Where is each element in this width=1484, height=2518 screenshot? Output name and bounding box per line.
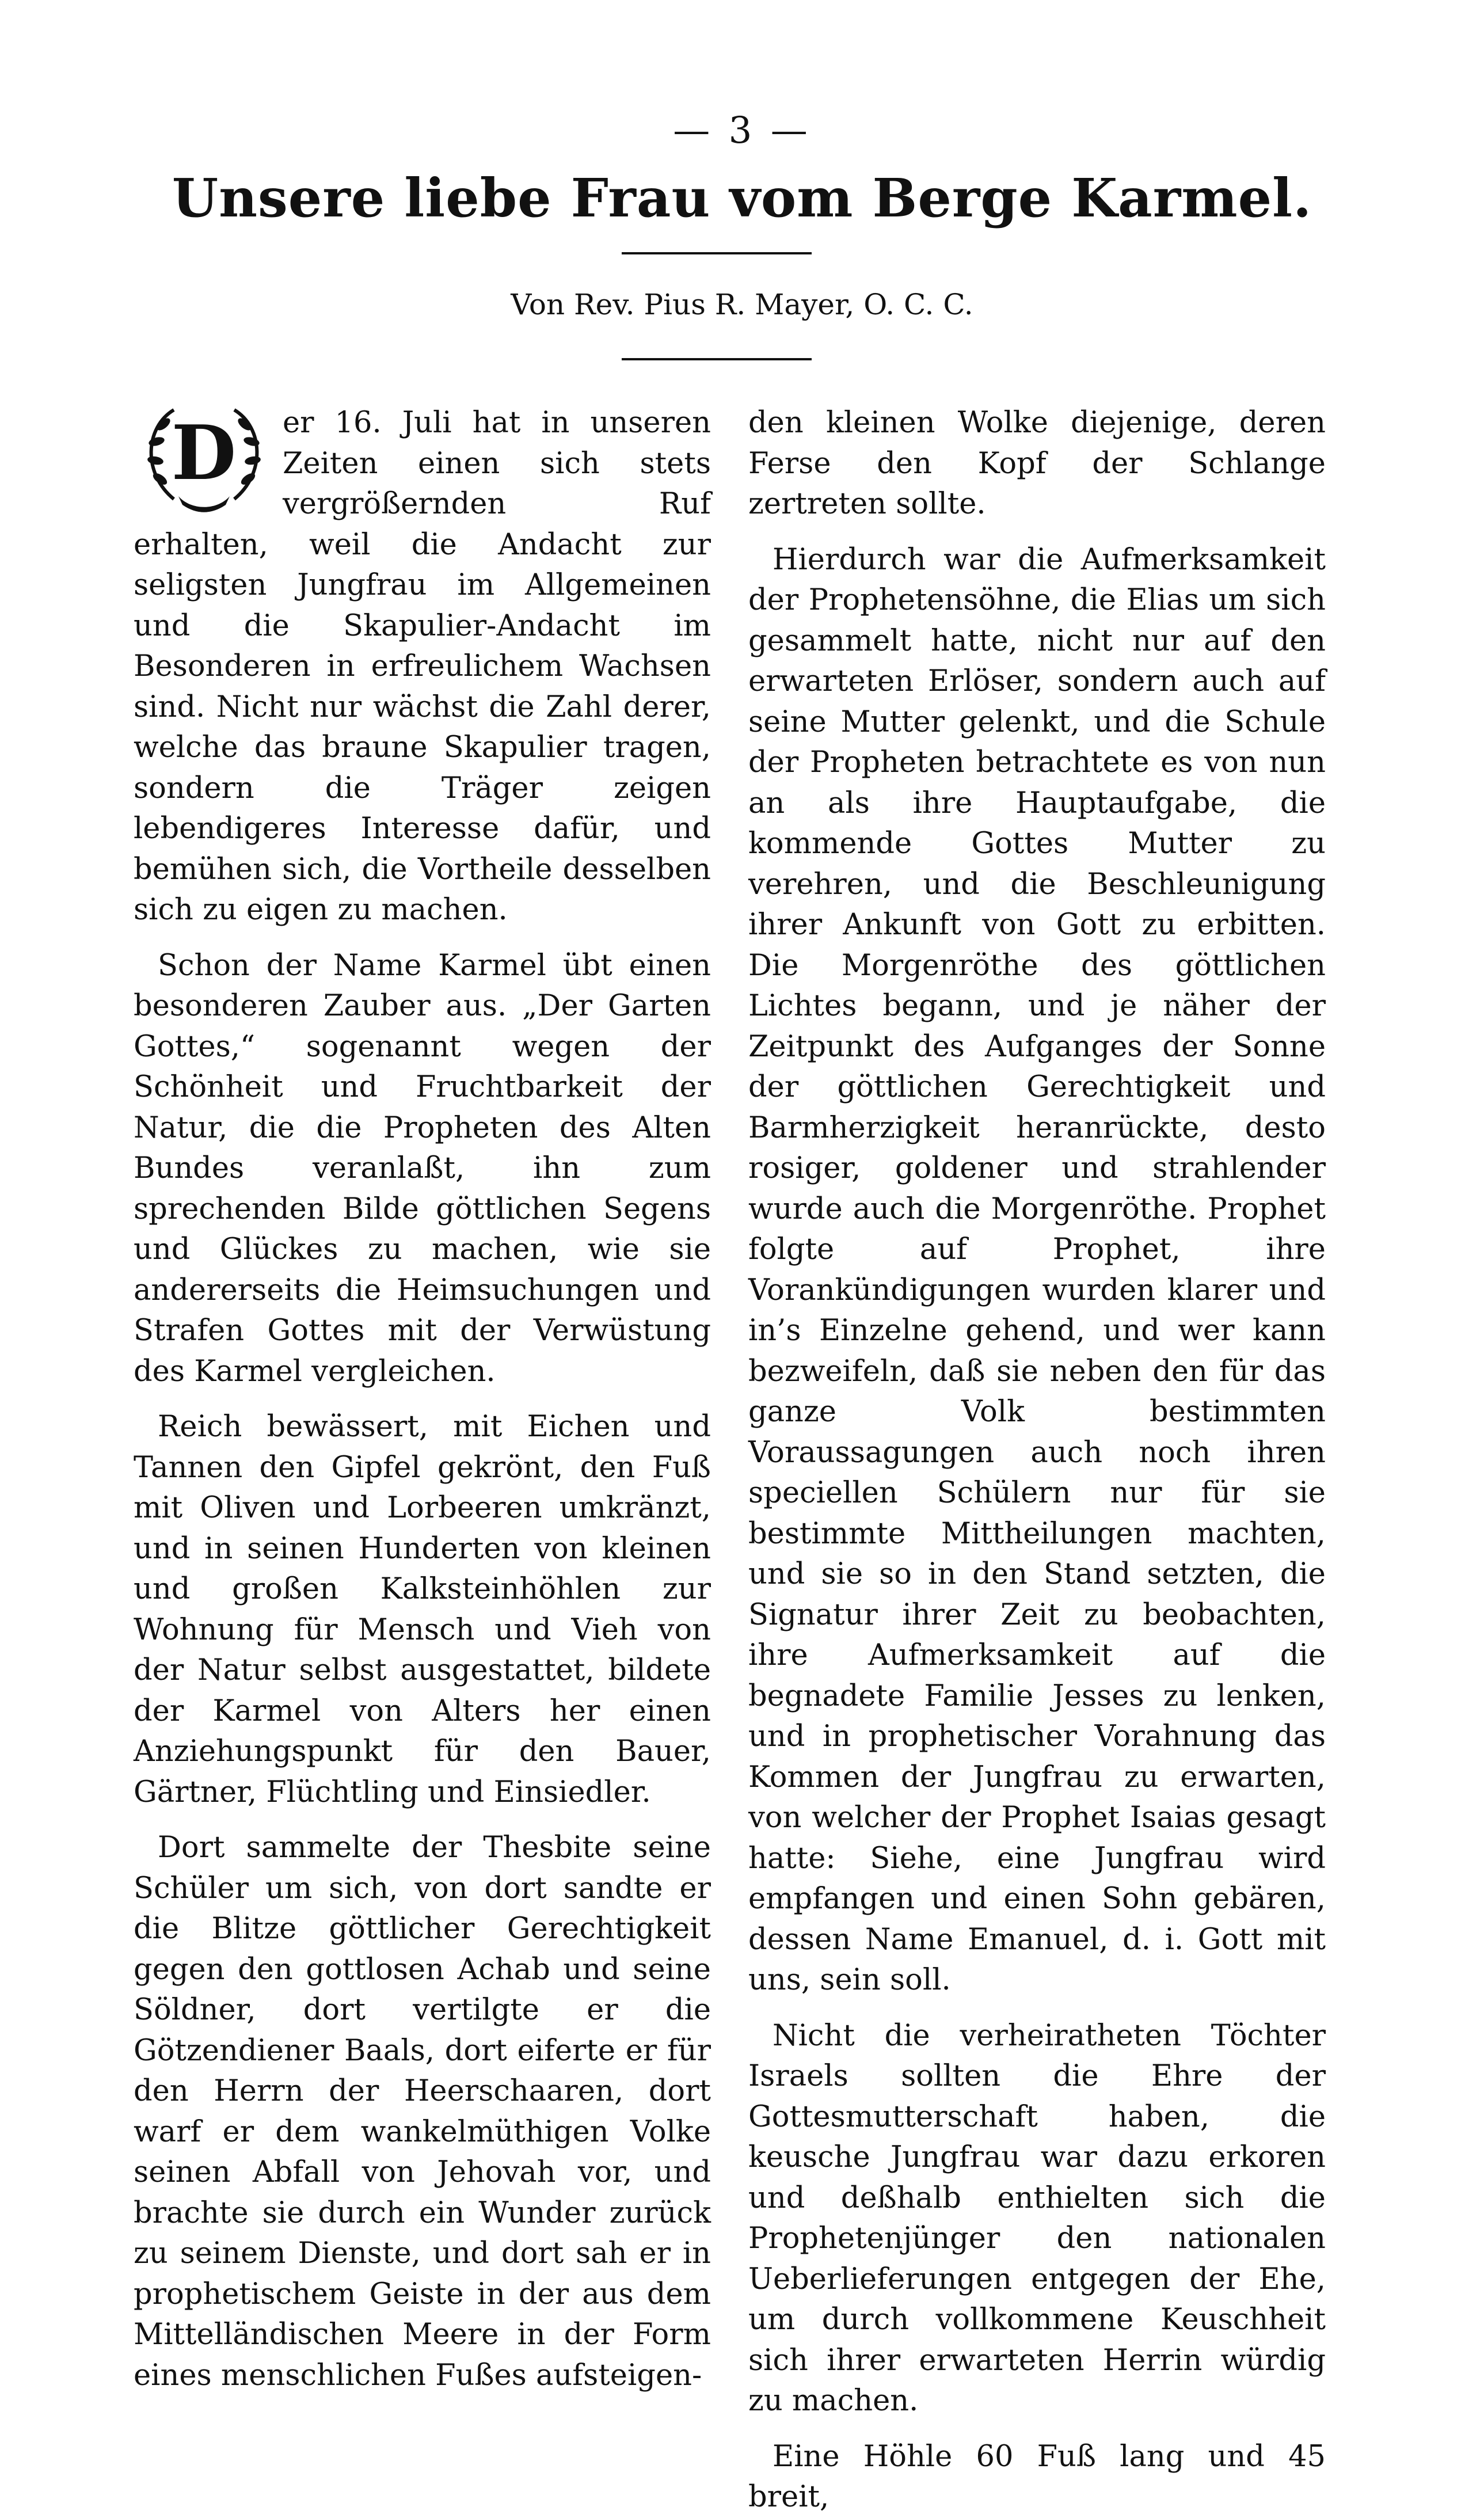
- title-divider: [622, 252, 812, 254]
- paragraph: Dort sammelte der Thesbite seine Schüler um sich, von dort sandte er die Blitze göttlicher Gerechtigkeit gegen den gottlosen Achab und seine Söldner, dort vertilgte er die Götzendiener Baals, dort eiferte er für den Herrn der Heerschaaren, dort warf er dem wankelmüthigen Volke seinen Abfall von Jehovah vor, und brachte sie durch ein Wunder zurück zu seinem Dienste, und dort sah er in prophetischem Geiste in der aus dem Mittelländischen Meere in der Form eines menschlichen Fußes aufsteigen-: [134, 1831, 711, 2393]
- paragraph: den kleinen Wolke diejenige, deren Ferse den Kopf der Schlange zertreten sollte.: [748, 406, 1326, 521]
- article-title: Unsere liebe Frau vom Berge Karmel.: [172, 167, 1312, 229]
- paragraph-text: er 16. Juli hat in unseren Zeiten einen sich stets vergrößernden Ruf erhalten, weil die Andacht zur seligsten Jungfrau im Allgemeinen und die Skapulier-Andacht im Besonderen in erfreulichem Wachsen sind. Nicht nur wächst die Zahl derer, welche das braune Skapulier tragen, sondern die Träger zeigen lebendigeres Interesse dafür, und bemühen sich, die Vortheile desselben sich zu eigen zu machen.: [134, 406, 711, 927]
- paragraph: Nicht die verheiratheten Töchter Israels sollten die Ehre der Gottesmutterschaft haben, die keusche Jungfrau war dazu erkoren und deßhalb enthielten sich die Prophetenjünger den nationalen Ueberlieferungen entgegen der Ehe, um durch vollkommene Keuschheit sich ihrer erwarteten Herrin würdig zu machen.: [748, 2018, 1326, 2418]
- svg-text:D: D: [171, 409, 237, 497]
- byline-divider: [622, 358, 812, 360]
- paragraph: Reich bewässert, mit Eichen und Tannen den Gipfel gekrönt, den Fuß mit Oliven und Lorbeeren umkränzt, und in seinen Hunderten von kleinen und großen Kalksteinhöhlen zur Wohnung für Mensch und Vieh von der Natur selbst ausgestattet, bildete der Karmel von Alters her einen Anziehungspunkt für den Bauer, Gärtner, Flüchtling und Einsiedler.: [134, 1410, 711, 1809]
- right-column: [748, 403, 1326, 2518]
- ornamental-drop-cap: [134, 393, 275, 516]
- left-column: [134, 403, 711, 2396]
- paragraph: Hierdurch war die Aufmerksamkeit der Prophetensöhne, die Elias um sich gesammelt hatte, nicht nur auf den erwarteten Erlöser, sondern auch auf seine Mutter gelenkt, und die Schule der Propheten betrachtete es von nun an als ihre Hauptaufgabe, die kommende Gottes Mutter zu verehren, und die Beschleunigung ihrer Ankunft von Gott zu erbitten. Die Morgenröthe des göttlichen Lichtes begann, und je näher der Zeitpunkt des Aufganges der Sonne der göttlichen Gerechtigkeit und Barmherzigkeit heranrückte, desto rosiger, goldener und strahlender wurde auch die Morgenröthe. Prophet folgte auf Prophet, ihre Vorankündigungen wurden klarer und in’s Einzelne gehend, und wer kann bezweifeln, daß sie neben den für das ganze Volk bestimmten Voraussagungen auch noch ihren speciellen Schülern nur für sie bestimmte Mittheilungen machten, und sie so in den Stand setzten, die Signatur ihrer Zeit zu beobachten, ihre Aufmerksamkeit auf die begnadete Familie Jesses zu lenken, und in prophetischer Vorahnung das Kommen der Jungfrau zu erwarten, von welcher der Prophet Isaias gesagt hatte: Siehe, eine Jungfrau wird empfangen und einen Sohn gebären, dessen Name Emanuel, d. i. Gott mit uns, sein soll.: [748, 542, 1326, 1997]
- page-number: — 3 —: [673, 109, 811, 152]
- paragraph: Eine Höhle 60 Fuß lang und 45 breit,: [748, 2439, 1326, 2514]
- paragraph: Schon der Name Karmel übt einen besonderen Zauber aus. „Der Garten Gottes,“ sogenannt wegen der Schönheit und Fruchtbarkeit der Natur, die die Propheten des Alten Bundes veranlaßt, ihn zum sprechenden Bilde göttlichen Segens und Glückes zu machen, wie sie andererseits die Heimsuchungen und Strafen Gottes mit der Verwüstung des Karmel vergleichen.: [134, 948, 711, 1389]
- paragraph: [134, 403, 711, 931]
- author-byline: Von Rev. Pius R. Mayer, O. C. C.: [511, 288, 973, 321]
- laurel-wreath-icon: [134, 393, 275, 516]
